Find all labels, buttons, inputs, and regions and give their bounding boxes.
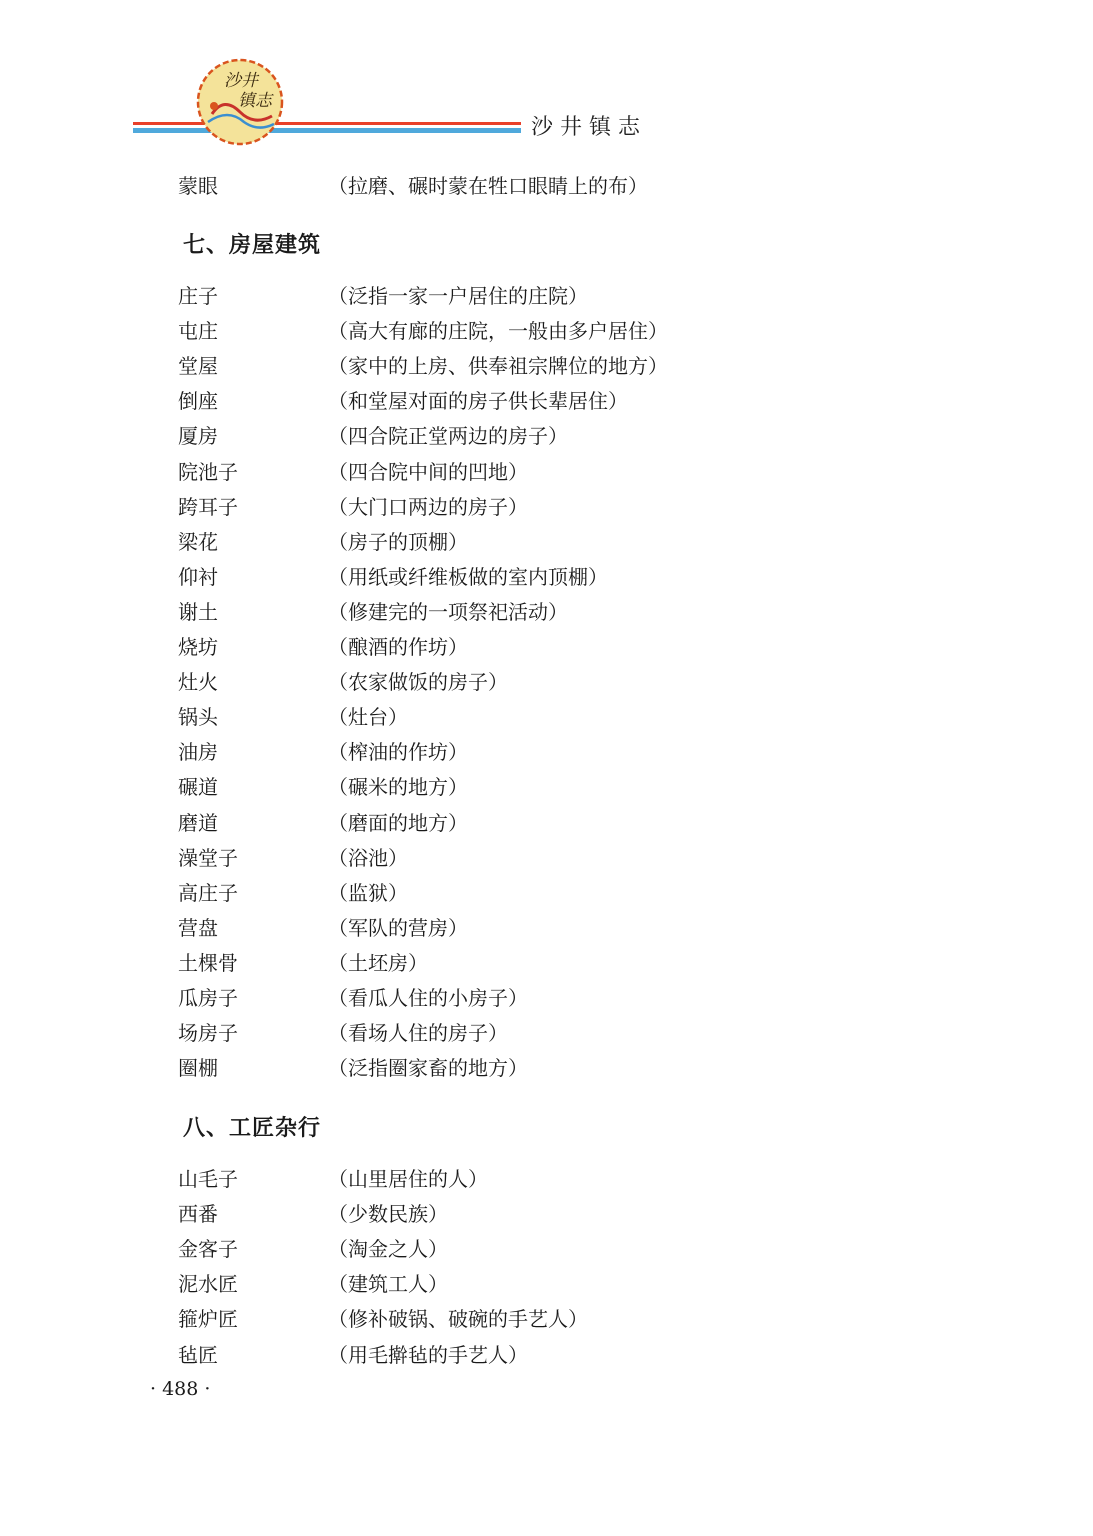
- entry-row: [178, 635, 468, 659]
- entry-definition: （看瓜人住的小房子）: [328, 986, 528, 1010]
- entry-term: 箍炉匠: [178, 1307, 238, 1332]
- entry-row: [178, 354, 668, 379]
- entry-term: 毡匠: [178, 1342, 218, 1367]
- entry-term: 磨道: [178, 810, 218, 835]
- entry-definition: （少数民族）: [328, 1202, 448, 1227]
- svg-text:沙井: 沙井: [224, 71, 258, 91]
- entry-definition: （泛指圈家畜的地方）: [328, 1056, 528, 1081]
- entry-row: [178, 775, 468, 800]
- section-title-housing: 七、房屋建筑: [183, 233, 322, 258]
- entry-row: [178, 670, 508, 695]
- entry-term: 院池子: [178, 459, 238, 484]
- entry-row: [178, 1342, 528, 1367]
- entry-term: 圈棚: [178, 1056, 218, 1081]
- entry-definition: （榨油的作坊）: [328, 740, 468, 765]
- entry-term: 碾道: [178, 775, 218, 800]
- entry-row: [178, 845, 408, 870]
- section-title-crafts: 八、工匠杂行: [183, 1116, 322, 1141]
- entry-row: [178, 880, 408, 905]
- entry-definition: （家中的上房、供奉祖宗牌位的地方）: [328, 354, 668, 379]
- entry-definition: （看场人住的房子）: [328, 1021, 508, 1046]
- town-seal-logo-icon: [194, 56, 286, 148]
- entry-definition: （碾米的地方）: [328, 775, 468, 800]
- entry-row: [178, 319, 668, 344]
- entry-term: 庄子: [178, 284, 218, 308]
- entry-term: 油房: [178, 740, 218, 765]
- entry-row: [178, 986, 528, 1010]
- entry-definition: （酿酒的作坊）: [328, 635, 468, 659]
- entry-row: [178, 1167, 488, 1191]
- entry-definition: （监狱）: [328, 880, 408, 905]
- entry-row: [178, 740, 468, 765]
- entry-definition: （高大有廊的庄院，一般由多户居住）: [328, 319, 668, 344]
- entry-definition: （拉磨、碾时蒙在牲口眼睛上的布）: [328, 174, 648, 198]
- entry-definition: （山里居住的人）: [328, 1167, 488, 1191]
- entry-term: 锅头: [178, 705, 218, 730]
- entry-row: [178, 1056, 528, 1081]
- page-number: · 488 ·: [150, 1378, 211, 1400]
- entry-term: 金客子: [178, 1237, 238, 1262]
- entry-term: 屯庄: [178, 319, 218, 344]
- entry-term: 泥水匠: [178, 1272, 238, 1297]
- header-blue-stripe: [133, 128, 521, 133]
- entry-term: 场房子: [178, 1021, 238, 1046]
- entry-definition: （农家做饭的房子）: [328, 670, 508, 695]
- entry-definition: （淘金之人）: [328, 1237, 448, 1262]
- entry-term: 堂屋: [178, 354, 218, 379]
- entry-term: 蒙眼: [178, 174, 218, 198]
- entry-row: [178, 1021, 508, 1046]
- entry-row: [178, 424, 568, 449]
- entry-term: 营盘: [178, 915, 218, 940]
- entry-row: [178, 599, 568, 624]
- entry-term: 仰衬: [178, 564, 218, 589]
- entry-term: 土棵骨: [178, 950, 238, 975]
- entry-term: 高庄子: [178, 880, 238, 905]
- entry-row: [178, 459, 528, 484]
- entry-row: [178, 810, 468, 835]
- entry-row: [178, 1237, 448, 1262]
- entry-row: [178, 284, 588, 308]
- entry-row: [178, 564, 608, 589]
- entry-row: [178, 1307, 588, 1332]
- entry-row: [178, 494, 528, 519]
- entry-definition: （用纸或纤维板做的室内顶棚）: [328, 564, 608, 589]
- entry-definition: （建筑工人）: [328, 1272, 448, 1297]
- header-red-stripe: [133, 122, 521, 125]
- entry-definition: （四合院中间的凹地）: [328, 459, 528, 484]
- entry-row: [178, 1202, 448, 1227]
- entry-row: [178, 705, 408, 730]
- entry-definition: （四合院正堂两边的房子）: [328, 424, 568, 449]
- entry-definition: （大门口两边的房子）: [328, 494, 528, 519]
- entry-term: 瓜房子: [178, 986, 238, 1010]
- entry-row: [178, 389, 628, 414]
- entry-definition: （土坯房）: [328, 950, 428, 975]
- entry-row: [178, 529, 468, 554]
- entry-row: [178, 915, 468, 940]
- entry-row: [178, 1272, 448, 1297]
- entry-row: [178, 950, 428, 975]
- entry-definition: （军队的营房）: [328, 915, 468, 940]
- running-header-title: 沙井镇志: [531, 115, 648, 140]
- entry-term: 灶火: [178, 670, 218, 695]
- page-header: [0, 0, 1093, 150]
- entry-term: 山毛子: [178, 1167, 238, 1191]
- entry-definition: （和堂屋对面的房子供长辈居住）: [328, 389, 628, 414]
- entry-term: 厦房: [178, 424, 218, 449]
- entry-definition: （灶台）: [328, 705, 408, 730]
- entry-definition: （泛指一家一户居住的庄院）: [328, 284, 588, 308]
- entry-definition: （浴池）: [328, 845, 408, 870]
- entry-term: 梁花: [178, 529, 218, 554]
- entry-term: 跨耳子: [178, 494, 238, 519]
- entry-definition: （磨面的地方）: [328, 810, 468, 835]
- entry-definition: （修建完的一项祭祀活动）: [328, 599, 568, 624]
- entry-term: 烧坊: [178, 635, 218, 659]
- entry-term: 澡堂子: [178, 845, 238, 870]
- entry-term: 谢土: [178, 599, 218, 624]
- entry-definition: （用毛擀毡的手艺人）: [328, 1342, 528, 1367]
- entry-definition: （修补破锅、破碗的手艺人）: [328, 1307, 588, 1332]
- entry-carryover: [178, 174, 648, 198]
- svg-text:镇志: 镇志: [238, 91, 272, 111]
- entry-term: 西番: [178, 1202, 218, 1227]
- entry-definition: （房子的顶棚）: [328, 529, 468, 554]
- entry-term: 倒座: [178, 389, 218, 414]
